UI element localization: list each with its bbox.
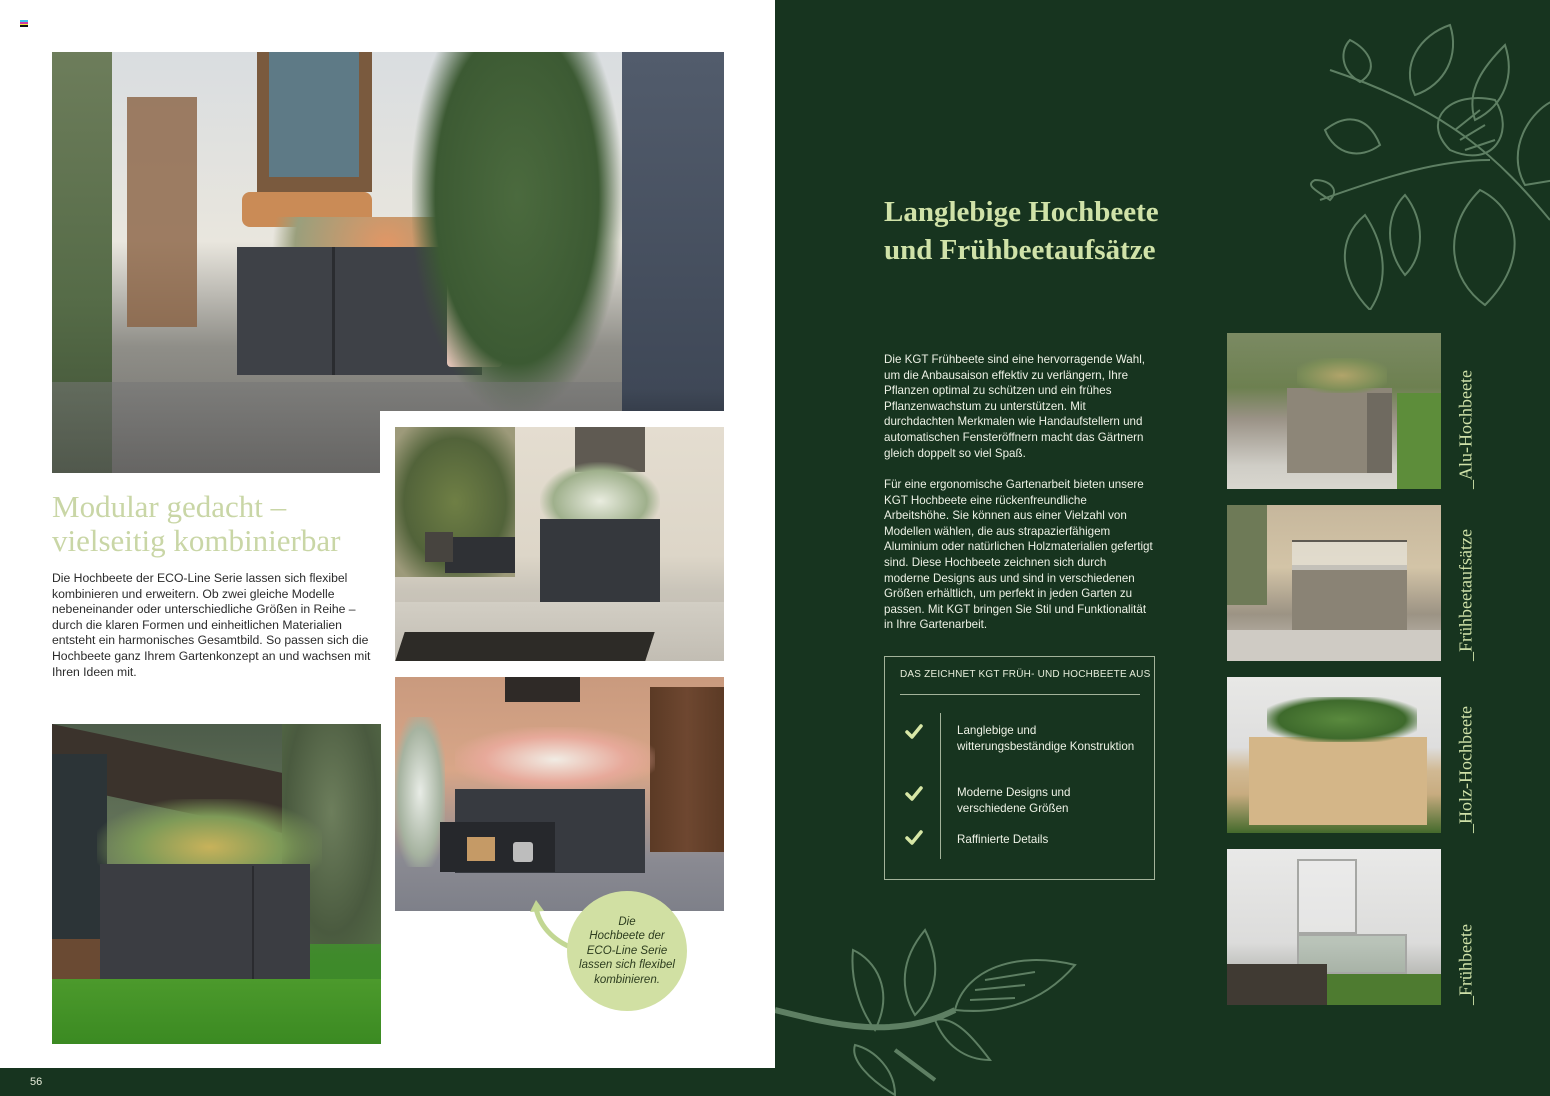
features-box xyxy=(884,656,1155,880)
paragraph-hochbeete: Für eine ergonomische Gartenarbeit bieten unsere KGT Hochbeete eine rückenfreundliche Arbeitshöhe. Sie können aus einer Vielzahl von Modellen wählen, die aus strapazierfähigem Aluminium oder natürlichen Holzmaterialien gefertigt sind. Diese Hochbeete zeichnen sich durch moderne Designs aus und sind in verschiedenen Größen erhältlich, um perfekt in jeden Garten zu passen. Mit KGT bringen Sie Stil und Funktionalität in Ihre Gartenarbeit. xyxy=(884,478,1153,632)
photo-raised-bed-with-storage xyxy=(395,677,724,911)
divider xyxy=(900,694,1140,695)
heading-line-2: vielseitig kombinierbar xyxy=(52,523,341,558)
checkmark-icon xyxy=(905,785,923,803)
photo-raised-bed-on-lawn xyxy=(52,724,381,1044)
left-page xyxy=(0,0,775,1068)
feature-label: Langlebige und witterungsbeständige Konstruktion xyxy=(957,724,1135,753)
category-label-fruehbeetaufsaetze: _Frühbeetaufsätze xyxy=(1455,529,1476,661)
callout-bubble xyxy=(567,891,687,1011)
callout-text: Die Hochbeete der ECO-Line Serie lassen sich flexibel kombinieren. xyxy=(579,915,675,986)
thumb-alu-hochbeete xyxy=(1227,333,1441,489)
divider xyxy=(940,713,941,859)
photo-anthracite-planters-courtyard xyxy=(395,427,724,661)
thumb-holz-hochbeete xyxy=(1227,677,1441,833)
category-label-fruehbeete: _Frühbeete xyxy=(1455,924,1476,1005)
checkmark-icon xyxy=(905,829,923,847)
category-label-alu-hochbeete: _Alu-Hochbeete xyxy=(1455,370,1476,489)
heading-line-1: Modular gedacht – xyxy=(52,489,287,524)
features-title: DAS ZEICHNET KGT FRÜH- UND HOCHBEETE AUS xyxy=(900,669,1151,680)
checkmark-icon xyxy=(905,723,923,741)
leaf-illustration-icon xyxy=(1300,10,1550,310)
thumb-fruehbeete xyxy=(1227,849,1441,1005)
heading-line-2: und Frühbeetaufsätze xyxy=(884,234,1156,266)
right-page xyxy=(775,0,1550,1096)
category-label-holz-hochbeete: _Holz-Hochbeete xyxy=(1455,706,1476,833)
feature-label: Moderne Designs und verschiedene Größen xyxy=(957,786,1071,815)
page-number: 56 xyxy=(30,1076,43,1088)
paragraph-fruehbeete: Die KGT Frühbeete sind eine hervorragende Wahl, um die Anbausaison effektiv zu verlängern, Ihre Pflanzen optimal zu schützen und ein frühes Pflanzenwachstum zu unterstützen. Mit durchdachten Merkmalen wie Handaufstellern und automatischen Fensteröffnern macht das Gärtnern gleich doppelt so viel Spaß. xyxy=(884,353,1146,460)
feature-label: Raffinierte Details xyxy=(957,833,1049,846)
photo-woman-tending-raised-bed xyxy=(52,52,724,473)
color-registration-mark xyxy=(20,20,28,27)
leaf-illustration-icon xyxy=(775,900,1085,1096)
section-heading xyxy=(884,193,1244,269)
heading-line-1: Langlebige Hochbeete xyxy=(884,196,1159,228)
intro-paragraph: Die Hochbeete der ECO-Line Serie lassen sich flexibel kombinieren und erweitern. Ob zwei gleiche Modelle nebeneinander oder unterschiedliche Größen in Reihe – durch die klaren Formen und einheitlichen Materialien entsteht ein harmonisches Gesamtbild. So passen sich die Hochbeete ganz Ihrem Gartenkonzept an und wachsen mit Ihren Ideen mit. xyxy=(52,571,371,679)
section-heading xyxy=(52,490,382,558)
thumb-fruehbeetaufsaetze xyxy=(1227,505,1441,661)
footer-strip xyxy=(0,1068,775,1096)
